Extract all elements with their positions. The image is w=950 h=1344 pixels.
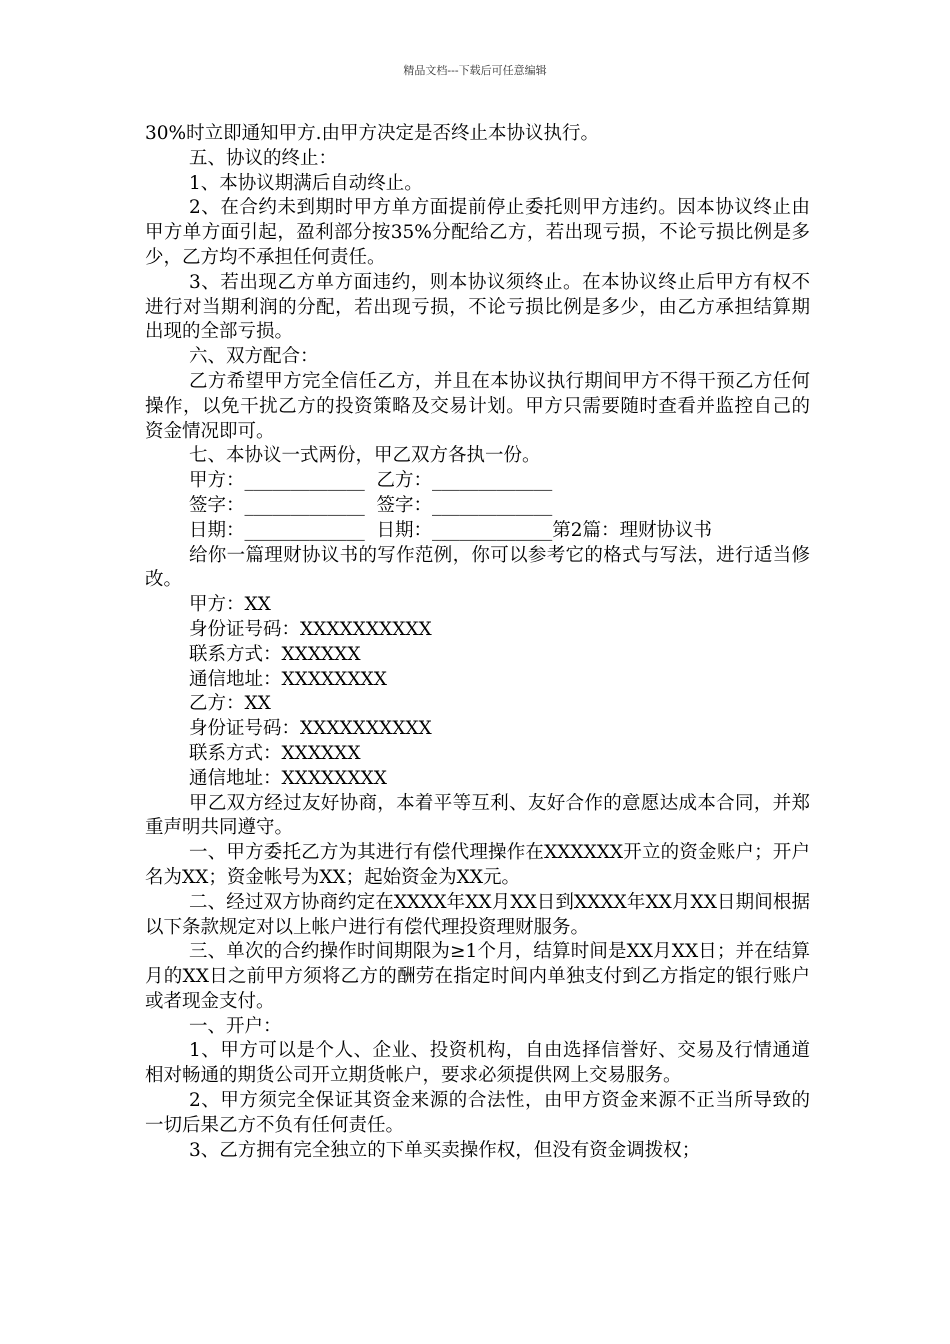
document-body [145, 122, 810, 1163]
party-field: 身份证号码：XXXXXXXXXX [189, 618, 432, 640]
page-header: 精品文档---下载后可任意编辑 [403, 64, 547, 77]
section-heading: 一、开户： [189, 1015, 282, 1037]
signature-line: 日期：_____________ 日期：_____________第2篇：理财协议书 [189, 519, 713, 541]
party-field: 联系方式：XXXXXX [189, 643, 361, 665]
party-field: 乙方：XX [189, 693, 271, 715]
clause: 3、乙方拥有完全独立的下单买卖操作权，但没有资金调拨权； [189, 1139, 701, 1161]
party-field: 联系方式：XXXXXX [189, 742, 361, 764]
paragraph: 30%时立即通知甲方.由甲方决定是否终止本协议执行。 [145, 123, 600, 144]
paragraph: 给你一篇理财协议书的写作范例，你可以参考它的格式与写法，进行适当修改。 [145, 544, 810, 591]
signature-line: 签字：_____________ 签字：_____________ [189, 494, 553, 516]
party-field: 身份证号码：XXXXXXXXXX [189, 718, 432, 740]
section-heading: 七、本协议一式两份，甲乙双方各执一份。 [189, 445, 541, 467]
clause: 2、在合约未到期时甲方单方面提前停止委托则甲方违约。因本协议终止由甲方单方面引起，盈利部分按35%分配给乙方，若出现亏损，不论亏损比例是多少，乙方均不承担任何责任。 [145, 197, 810, 268]
clause: 二、经过双方协商约定在XXXX年XX月XX日到XXXX年XX月XX日期间根据以下条款规定对以上帐户进行有偿代理投资理财服务。 [145, 891, 810, 938]
clause: 一、甲方委托乙方为其进行有偿代理操作在XXXXXX开立的资金账户；开户名为XX；资金帐号为XX；起始资金为XX元。 [145, 842, 810, 888]
paragraph: 甲乙双方经过友好协商，本着平等互利、友好合作的意愿达成本合同，并郑重声明共同遵守。 [145, 792, 810, 839]
paragraph: 乙方希望甲方完全信任乙方，并且在本协议执行期间甲方不得干预乙方任何操作，以免干扰乙方的投资策略及交易计划。甲方只需要随时查看并监控自己的资金情况即可。 [145, 370, 810, 442]
clause: 3、若出现乙方单方面违约，则本协议须终止。在本协议终止后甲方有权不进行对当期利润的分配，若出现亏损，不论亏损比例是多少，由乙方承担结算期出现的全部亏损。 [145, 271, 810, 343]
party-field: 甲方：XX [189, 594, 271, 616]
clause: 三、单次的合约操作时间期限为≥1个月，结算时间是XX月XX日；并在结算月的XX日之前甲方须将乙方的酬劳在指定时间内单独支付到乙方指定的银行账户或者现金支付。 [145, 941, 810, 1012]
clause: 1、本协议期满后自动终止。 [189, 172, 423, 194]
party-field: 通信地址：XXXXXXXX [189, 668, 387, 690]
party-field: 通信地址：XXXXXXXX [189, 767, 387, 789]
clause: 2、甲方须完全保证其资金来源的合法性，由甲方资金来源不正当所导致的一切后果乙方不负有任何责任。 [145, 1090, 810, 1136]
section-heading: 五、协议的终止： [189, 147, 338, 169]
clause: 1、甲方可以是个人、企业、投资机构，自由选择信誉好、交易及行情通道相对畅通的期货公司开立期货帐户，要求必须提供网上交易服务。 [145, 1040, 810, 1087]
signature-line: 甲方：_____________ 乙方：_____________ [189, 470, 553, 492]
section-heading: 六、双方配合： [189, 346, 319, 368]
